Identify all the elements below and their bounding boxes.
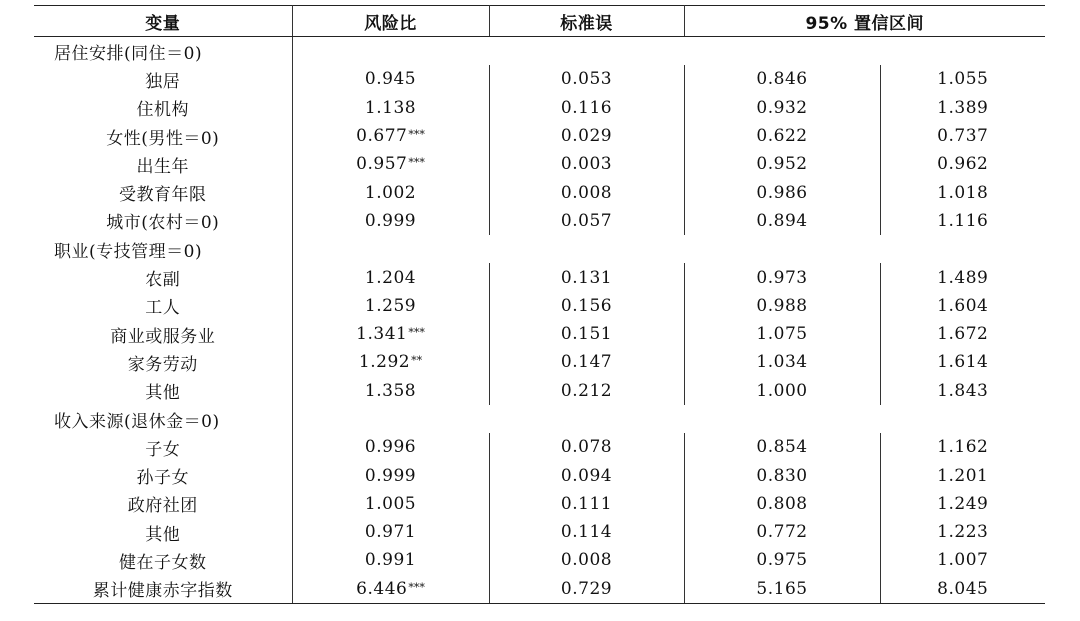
variable-label: 女性(男性＝0) [34,122,292,150]
hazard-ratio-value: 0.999 [364,210,417,231]
std-error-cell: 0.029 [489,122,684,150]
hazard-ratio-cell [292,320,489,348]
table-row [34,546,1045,574]
std-error-cell: 0.111 [489,490,684,518]
ci-upper-cell: 1.018 [880,178,1045,206]
hazard-ratio-cell [292,150,489,178]
table-row [34,122,1045,150]
significance-marker: *** [408,326,425,340]
hazard-ratio-cell [292,65,489,93]
ci-upper-cell: 1.007 [880,546,1045,574]
std-error-cell: 0.003 [489,150,684,178]
std-error-header: 标准误 [489,6,684,37]
table-row [34,433,1045,461]
ci-upper-cell: 0.737 [880,122,1045,150]
variable-label: 独居 [34,65,292,93]
group-title: 职业(专技管理＝0) [34,235,292,263]
confidence-interval-header: 95% 置信区间 [684,6,1045,37]
ci-upper-cell: 0.962 [880,150,1045,178]
ci-upper-cell: 1.223 [880,518,1045,546]
hazard-ratio-cell [292,178,489,206]
variable-label: 其他 [34,377,292,405]
variable-label: 商业或服务业 [34,320,292,348]
ci-lower-cell: 1.034 [684,348,880,376]
ci-lower-cell: 0.932 [684,94,880,122]
hazard-ratio-value: 0.971 [364,522,417,543]
hazard-ratio-value: 0.996 [364,437,417,458]
ci-lower-cell: 0.988 [684,292,880,320]
table-row [34,490,1045,518]
variable-label: 家务劳动 [34,348,292,376]
group-title: 收入来源(退休金＝0) [34,405,292,433]
std-error-cell: 0.131 [489,263,684,291]
group-blank [292,235,1045,263]
hazard-ratio-cell [292,433,489,461]
variable-label: 受教育年限 [34,178,292,206]
ci-lower-cell: 0.854 [684,433,880,461]
variable-label: 农副 [34,263,292,291]
table-row [34,263,1045,291]
ci-lower-cell: 0.973 [684,263,880,291]
ci-upper-cell: 1.055 [880,65,1045,93]
hazard-ratio-header: 风险比 [292,6,489,37]
ci-lower-cell: 1.075 [684,320,880,348]
std-error-cell: 0.114 [489,518,684,546]
variable-label: 住机构 [34,94,292,122]
table-row [34,94,1045,122]
hazard-ratio-value: 1.292 [358,352,411,373]
ci-lower-cell: 0.772 [684,518,880,546]
table-row [34,348,1045,376]
hazard-ratio-cell [292,207,489,235]
hazard-ratio-value: 6.446 [356,578,408,599]
ci-upper-cell: 1.389 [880,94,1045,122]
ci-lower-cell: 0.975 [684,546,880,574]
group-header-row [34,405,1045,433]
table-row [34,150,1045,178]
hazard-ratio-cell [292,490,489,518]
std-error-cell: 0.151 [489,320,684,348]
ci-upper-cell: 1.843 [880,377,1045,405]
hazard-ratio-value: 1.358 [364,380,417,401]
variable-label: 孙子女 [34,461,292,489]
std-error-cell: 0.094 [489,461,684,489]
variable-label: 出生年 [34,150,292,178]
table-body [34,37,1045,604]
table-row [34,178,1045,206]
ci-lower-cell: 0.808 [684,490,880,518]
significance-marker: *** [408,156,425,170]
variable-label: 城市(农村＝0) [34,207,292,235]
group-title: 居住安排(同住＝0) [34,37,292,66]
hazard-ratio-cell [292,461,489,489]
variable-label: 累计健康赤字指数 [34,575,292,604]
hazard-ratio-cell [292,94,489,122]
significance-marker: ** [411,354,423,368]
table-row [34,575,1045,604]
ci-upper-cell: 1.249 [880,490,1045,518]
hazard-ratio-value: 0.991 [364,550,417,571]
variable-label: 子女 [34,433,292,461]
hazard-ratio-value: 0.945 [364,69,417,90]
table-row [34,461,1045,489]
group-header-row [34,235,1045,263]
std-error-cell: 0.078 [489,433,684,461]
group-blank [292,37,1045,66]
hazard-ratio-cell [292,292,489,320]
std-error-cell: 0.116 [489,94,684,122]
hazard-ratio-value: 1.138 [364,97,417,118]
ci-upper-cell: 1.116 [880,207,1045,235]
hazard-ratio-cell [292,575,489,604]
std-error-cell: 0.057 [489,207,684,235]
table-row [34,377,1045,405]
hazard-ratio-cell [292,546,489,574]
hazard-ratio-value: 1.002 [364,182,417,203]
ci-lower-cell: 0.952 [684,150,880,178]
header-row [34,6,1045,37]
std-error-cell: 0.729 [489,575,684,604]
hazard-ratio-value: 1.341 [356,324,408,345]
group-header-row [34,37,1045,66]
std-error-cell: 0.212 [489,377,684,405]
ci-lower-cell: 0.846 [684,65,880,93]
variable-label: 政府社团 [34,490,292,518]
hazard-ratio-table [34,5,1045,604]
table-row [34,207,1045,235]
hazard-ratio-value: 1.204 [364,267,417,288]
significance-marker: *** [408,580,425,594]
ci-upper-cell: 8.045 [880,575,1045,604]
ci-lower-cell: 0.894 [684,207,880,235]
variable-label: 工人 [34,292,292,320]
hazard-ratio-cell [292,348,489,376]
table-row [34,292,1045,320]
variable-label: 其他 [34,518,292,546]
table-row [34,320,1045,348]
ci-lower-cell: 0.986 [684,178,880,206]
std-error-cell: 0.008 [489,546,684,574]
hazard-ratio-value: 1.005 [364,493,417,514]
ci-upper-cell: 1.614 [880,348,1045,376]
ci-lower-cell: 0.830 [684,461,880,489]
hazard-ratio-value: 0.677 [356,126,408,147]
hazard-ratio-cell [292,122,489,150]
table-row [34,518,1045,546]
std-error-cell: 0.008 [489,178,684,206]
std-error-cell: 0.147 [489,348,684,376]
ci-upper-cell: 1.201 [880,461,1045,489]
hazard-ratio-cell [292,377,489,405]
std-error-cell: 0.156 [489,292,684,320]
ci-lower-cell: 1.000 [684,377,880,405]
hazard-ratio-value: 0.999 [364,465,417,486]
group-blank [292,405,1045,433]
variable-header: 变量 [34,6,292,37]
significance-marker: *** [408,128,425,142]
ci-upper-cell: 1.489 [880,263,1045,291]
hazard-ratio-value: 0.957 [356,154,408,175]
std-error-cell: 0.053 [489,65,684,93]
ci-upper-cell: 1.162 [880,433,1045,461]
hazard-ratio-cell [292,518,489,546]
hazard-ratio-value: 1.259 [364,295,417,316]
ci-lower-cell: 0.622 [684,122,880,150]
hazard-ratio-cell [292,263,489,291]
ci-upper-cell: 1.604 [880,292,1045,320]
table-row [34,65,1045,93]
ci-upper-cell: 1.672 [880,320,1045,348]
variable-label: 健在子女数 [34,546,292,574]
ci-lower-cell: 5.165 [684,575,880,604]
